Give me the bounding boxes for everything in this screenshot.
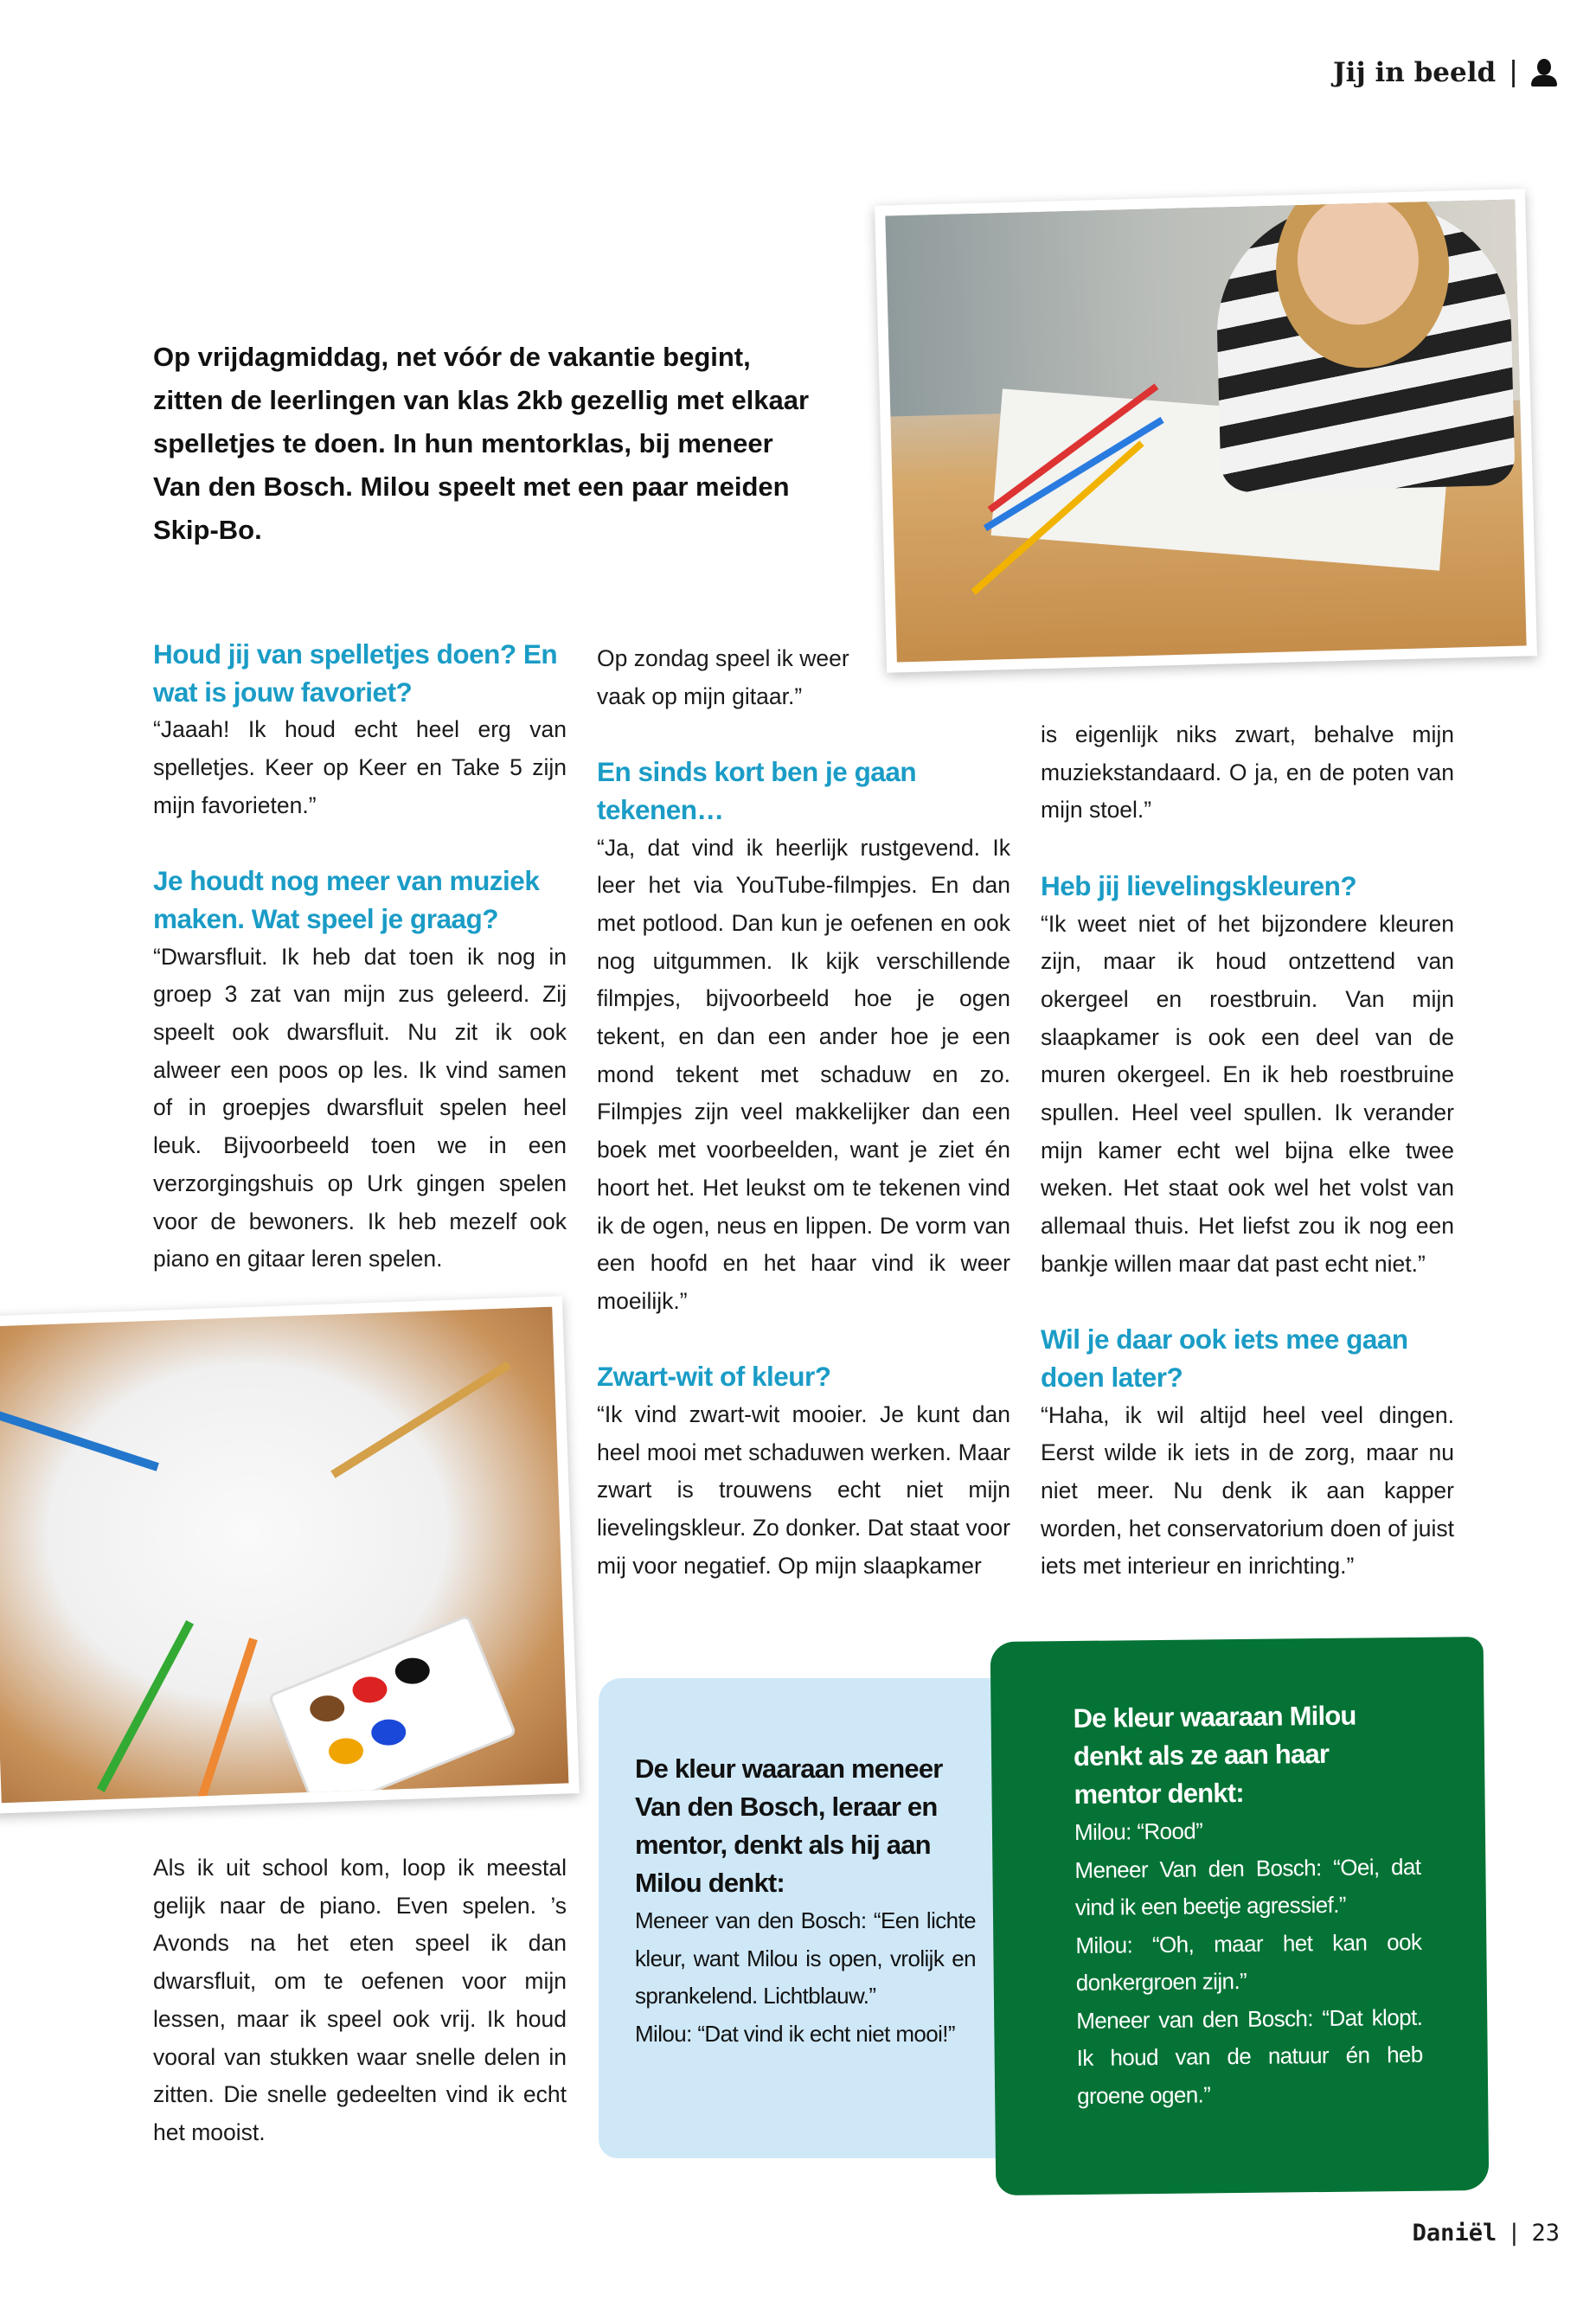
box-line: Milou: “Rood” <box>1074 1817 1203 1845</box>
photo-pencils-paint <box>0 1296 580 1813</box>
box-line: Meneer van den Bosch: “Een lichte kleur, want Milou is open, vrolijk en sprankelend. Lichtblauw.” <box>635 1907 976 2009</box>
question-heading: Zwart-wit of kleur? <box>597 1361 831 1393</box>
section-title: Jij in beeld <box>1333 56 1497 88</box>
answer-text: “Dwarsfluit. Ik heb dat toen ik nog in groep 3 zat van mijn zus geleerd. Zij speelt ook dwarsfluit. Nu zit ik ook alweer een poos op les. Ik vind samen of in groepjes dwarsfluit spelen heel leuk. Bijvoorbeeld toen we in een verzorgingshuis op Urk gingen spelen voor de bewoners. Ik heb mezelf ook piano en gitaar leren spelen. <box>153 943 567 1272</box>
page-footer <box>1413 2220 1560 2247</box>
answer-text: “Jaaah! Ik houd echt heel erg van spelletjes. Keer op Keer en Take 5 zijn mijn favorieten.” <box>153 716 567 818</box>
header-separator: | <box>1509 55 1517 88</box>
column-1-continued <box>153 1849 567 2152</box>
page-number: 23 <box>1531 2220 1560 2247</box>
box-title: De kleur waaraan Milou denkt als ze aan haar mentor denkt: <box>1073 1700 1356 1810</box>
photo-girl-drawing <box>875 189 1537 673</box>
answer-text: “Ik weet niet of het bijzondere kleuren zijn, maar ik houd ontzettend van okergeel en roestbruin. Van mijn slaapkamer is ook een deel van de muren okergeel. En ik heb roestbruine spullen. Heel veel spullen. Ik verander mijn kamer echt wel bijna elke twee weken. Het staat ook wel het volst van allemaal thuis. Het liefst zou ik nog een bankje willen maar dat past echt niet.” <box>1041 910 1454 1277</box>
question-heading: Wil je daar ook iets mee gaan doen later? <box>1041 1324 1408 1393</box>
intro-paragraph: Op vrijdagmiddag, net vóór de vakantie begint, zitten de leerlingen van klas 2kb gezellig met elkaar spelletjes te doen. In hun mentorklas, bij meneer Van den Bosch. Milou speelt met een paar meiden Skip-Bo. <box>153 342 810 545</box>
footer-separator: | <box>1507 2220 1522 2247</box>
answer-text: is eigenlijk niks zwart, behalve mijn muziekstandaard. O ja, en de poten van mijn stoel.” <box>1041 721 1454 824</box>
question-heading: Heb jij lievelingskleuren? <box>1041 869 1357 901</box>
column-3 <box>1041 716 1454 1586</box>
milou-color-box <box>990 1637 1490 2195</box>
answer-text: “Ja, dat vind ik heerlijk rustgevend. Ik leer het via YouTube-filmpjes. En dan met potlood. Dan kun je oefenen en ook nog uitgummen. Ik kijk verschillende filmpjes, bijvoorbeeld hoe je ogen tekent, en dan een ander hoe je een mond tekent met schaduw en zo. Filmpjes zijn veel makkelijker dan een boek met voorbeelden, want je ziet én hoort het. Het leukst om te tekenen vind ik de ogen, neus en lippen. De vorm van een hoofd en het haar vind ik weer moeilijk.” <box>597 834 1010 1314</box>
column-2 <box>597 640 1010 1586</box>
question-heading: En sinds kort ben je gaan tekenen… <box>597 756 917 825</box>
column-1 <box>153 636 567 1279</box>
box-line: Milou: “Oh, maar het kan ook donkergroen zijn.” <box>1075 1928 1422 1996</box>
box-line: Milou: “Dat vind ik echt niet mooi!” <box>635 2020 955 2047</box>
answer-text: Op zondag speel ik weer vaak op mijn gitaar.” <box>597 645 849 709</box>
answer-text: “Haha, ik wil altijd heel veel dingen. Eerst wilde ik iets in de zorg, maar nu niet meer. Nu denk ik aan kapper worden, het conservatorium doen of juist iets met interieur en inrichting.” <box>1041 1401 1454 1580</box>
user-icon <box>1531 59 1557 87</box>
answer-text: Als ik uit school kom, loop ik meestal gelijk naar de piano. Even spelen. ’s Avonds na het eten speel ik dan dwarsfluit, om te oefenen voor mijn lessen, maar ik speel ook vrij. Ik houd vooral van stukken waar snelle delen in zitten. Die snelle gedeelten vind ik echt het mooist. <box>153 1855 567 2145</box>
answer-text: “Ik vind zwart-wit mooier. Je kunt dan heel mooi met schaduwen werken. Maar zwart is trouwens echt niet mijn lievelingskleur. Zo donker. Dat staat voor mij voor negatief. Op mijn slaapkamer <box>597 1401 1010 1579</box>
question-heading: Houd jij van spelletjes doen? En wat is jouw favoriet? <box>153 638 558 708</box>
magazine-name: Daniël <box>1412 2220 1497 2247</box>
section-header <box>1333 55 1557 89</box>
box-line: Meneer van den Bosch: “Dat klopt. Ik houd van de natuur én heb groene ogen.” <box>1076 2003 1423 2109</box>
teacher-color-box <box>599 1678 1019 2158</box>
box-title: De kleur waaraan meneer Van den Bosch, leraar en mentor, denkt als hij aan Milou denkt: <box>635 1753 943 1898</box>
question-heading: Je houdt nog meer van muziek maken. Wat speel je graag? <box>153 865 540 934</box>
box-line: Meneer Van den Bosch: “Oei, dat vind ik een beetje agressief.” <box>1074 1853 1421 1920</box>
